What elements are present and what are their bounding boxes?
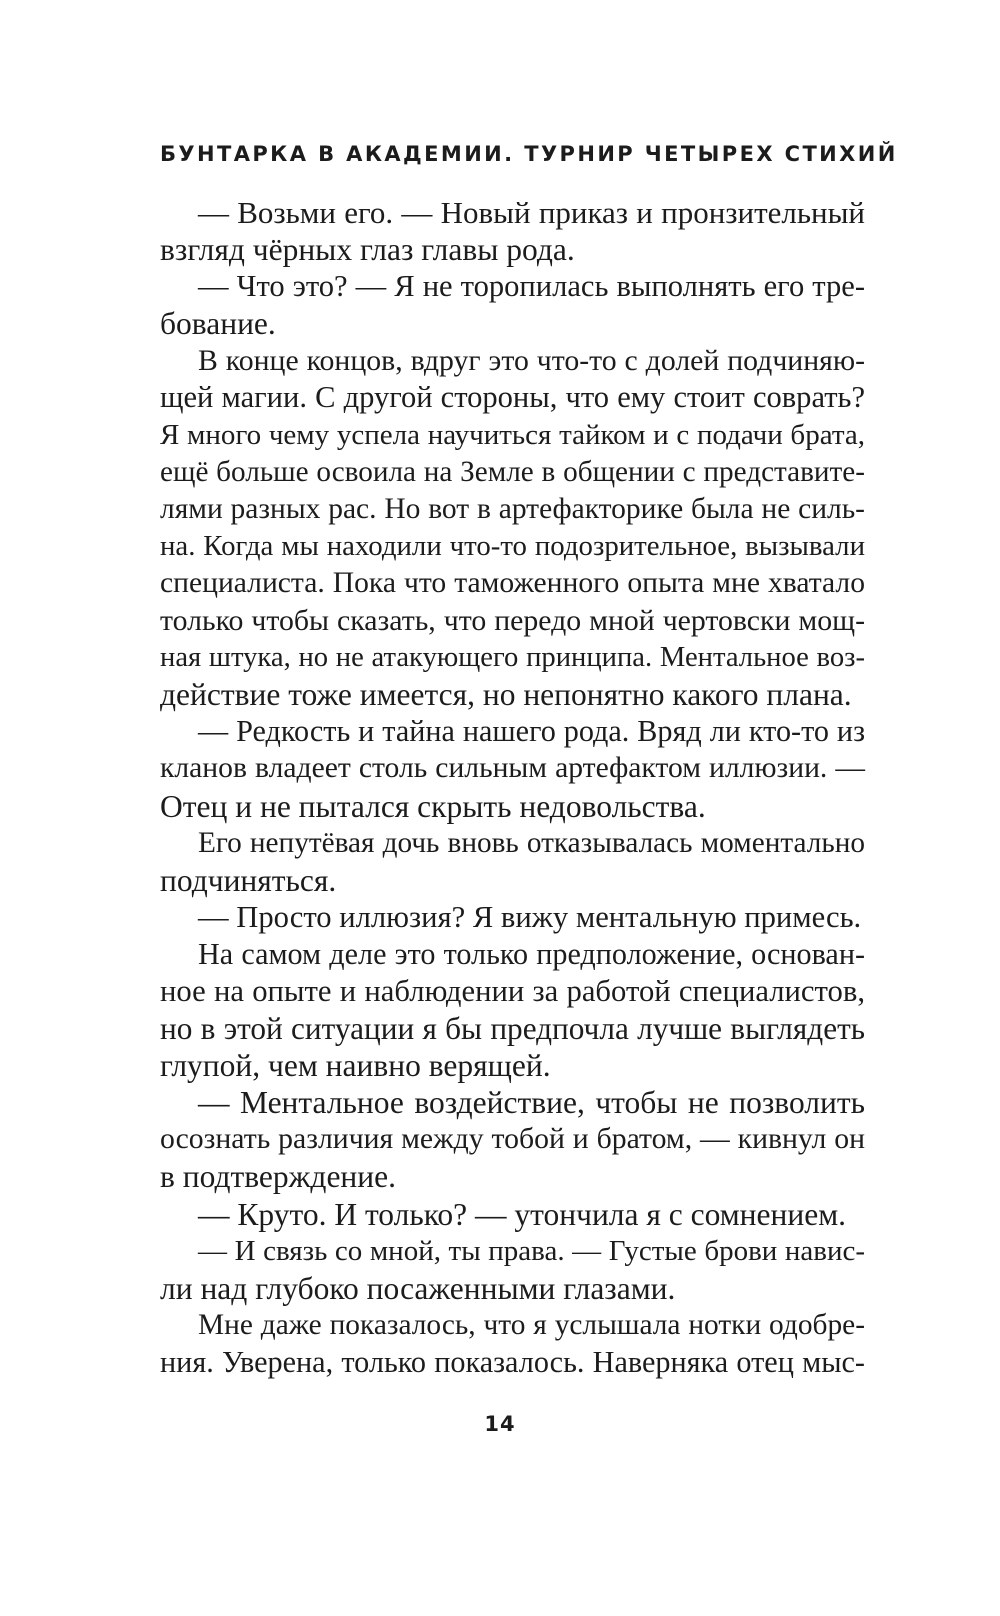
paragraph	[160, 936, 865, 1084]
paragraph	[160, 194, 865, 268]
text-line: лями разных рас. Но вот в артефакторике была не силь-	[160, 492, 865, 525]
text-line: Отец и не пытался скрыть недовольства.	[160, 788, 706, 824]
text-line: — Просто иллюзия? Я вижу ментальную примесь.	[198, 899, 862, 934]
text-line: в подтверждение.	[160, 1159, 397, 1195]
paragraph	[160, 899, 865, 936]
text-line: действие тоже имеется, но непонятно какого плана.	[160, 677, 852, 713]
text-line: На самом деле это только предположение, основан-	[198, 936, 865, 971]
page-number: 14	[484, 1412, 516, 1436]
text-line: подчиняться.	[160, 862, 337, 898]
text-line: специалиста. Пока что таможенного опыта мне хватало	[160, 566, 865, 599]
text-line: ли над глубоко посаженными глазами.	[160, 1270, 676, 1306]
text-line: ещё больше освоила на Земле в общении с представите-	[160, 455, 865, 488]
text-line: — Ментальное воздействие, чтобы не позволить	[198, 1085, 865, 1121]
paragraph	[160, 1196, 865, 1233]
paragraph	[160, 1084, 865, 1195]
text-line: ния. Уверена, только показалось. Наверняка отец мыс-	[160, 1344, 865, 1379]
text-line: щей магии. С другой стороны, что ему стоит соврать?	[160, 380, 865, 415]
text-line: — Круто. И только? — утончила я с сомнением.	[198, 1196, 847, 1232]
text-line: Мне даже показалось, что я услышала нотки одобре-	[198, 1308, 865, 1341]
paragraph	[160, 342, 865, 713]
text-line: осознать различия между тобой и братом, — кивнул он	[160, 1123, 865, 1156]
paragraph	[160, 825, 865, 899]
text-line: глупой, чем наивно верящей.	[160, 1048, 551, 1084]
paragraph	[160, 1307, 865, 1381]
text-line: но в этой ситуации я бы предпочла лучше выглядеть	[160, 1011, 865, 1047]
text-line: только чтобы сказать, что передо мной чертовски мощ-	[160, 604, 865, 638]
paragraph	[160, 713, 865, 824]
text-line: — Возьми его. — Новый приказ и пронзительный	[198, 195, 865, 230]
text-line: ная штука, но не атакующего принципа. Ментальное воз-	[160, 641, 865, 674]
text-line: бование.	[160, 306, 276, 342]
text-line: взгляд чёрных глаз главы рода.	[160, 232, 575, 268]
body-text	[160, 194, 865, 1381]
text-line: — И связь со мной, ты права. — Густые брови навис-	[198, 1234, 865, 1267]
text-line: Его непутёвая дочь вновь отказывалась моментально	[198, 826, 865, 859]
text-line: — Редкость и тайна нашего рода. Вряд ли кто-то из	[198, 714, 865, 749]
paragraph	[160, 268, 865, 342]
running-title: БУНТАРКА В АКАДЕМИИ. ТУРНИР ЧЕТЫРЕХ СТИХИЙ	[160, 142, 898, 166]
text-line: кланов владеет столь сильным артефактом иллюзии. —	[160, 752, 865, 785]
text-line: Я много чему успела научиться тайком и с подачи брата,	[160, 418, 865, 451]
paragraph	[160, 1233, 865, 1307]
text-line: — Что это? — Я не торопилась выполнять его тре-	[198, 269, 865, 304]
text-line: на. Когда мы находили что-то подозрительное, вызывали	[160, 529, 865, 562]
text-line: ное на опыте и наблюдении за работой специалистов,	[160, 973, 865, 1008]
text-line: В конце концов, вдруг это что-то с долей подчиняю-	[198, 344, 865, 378]
